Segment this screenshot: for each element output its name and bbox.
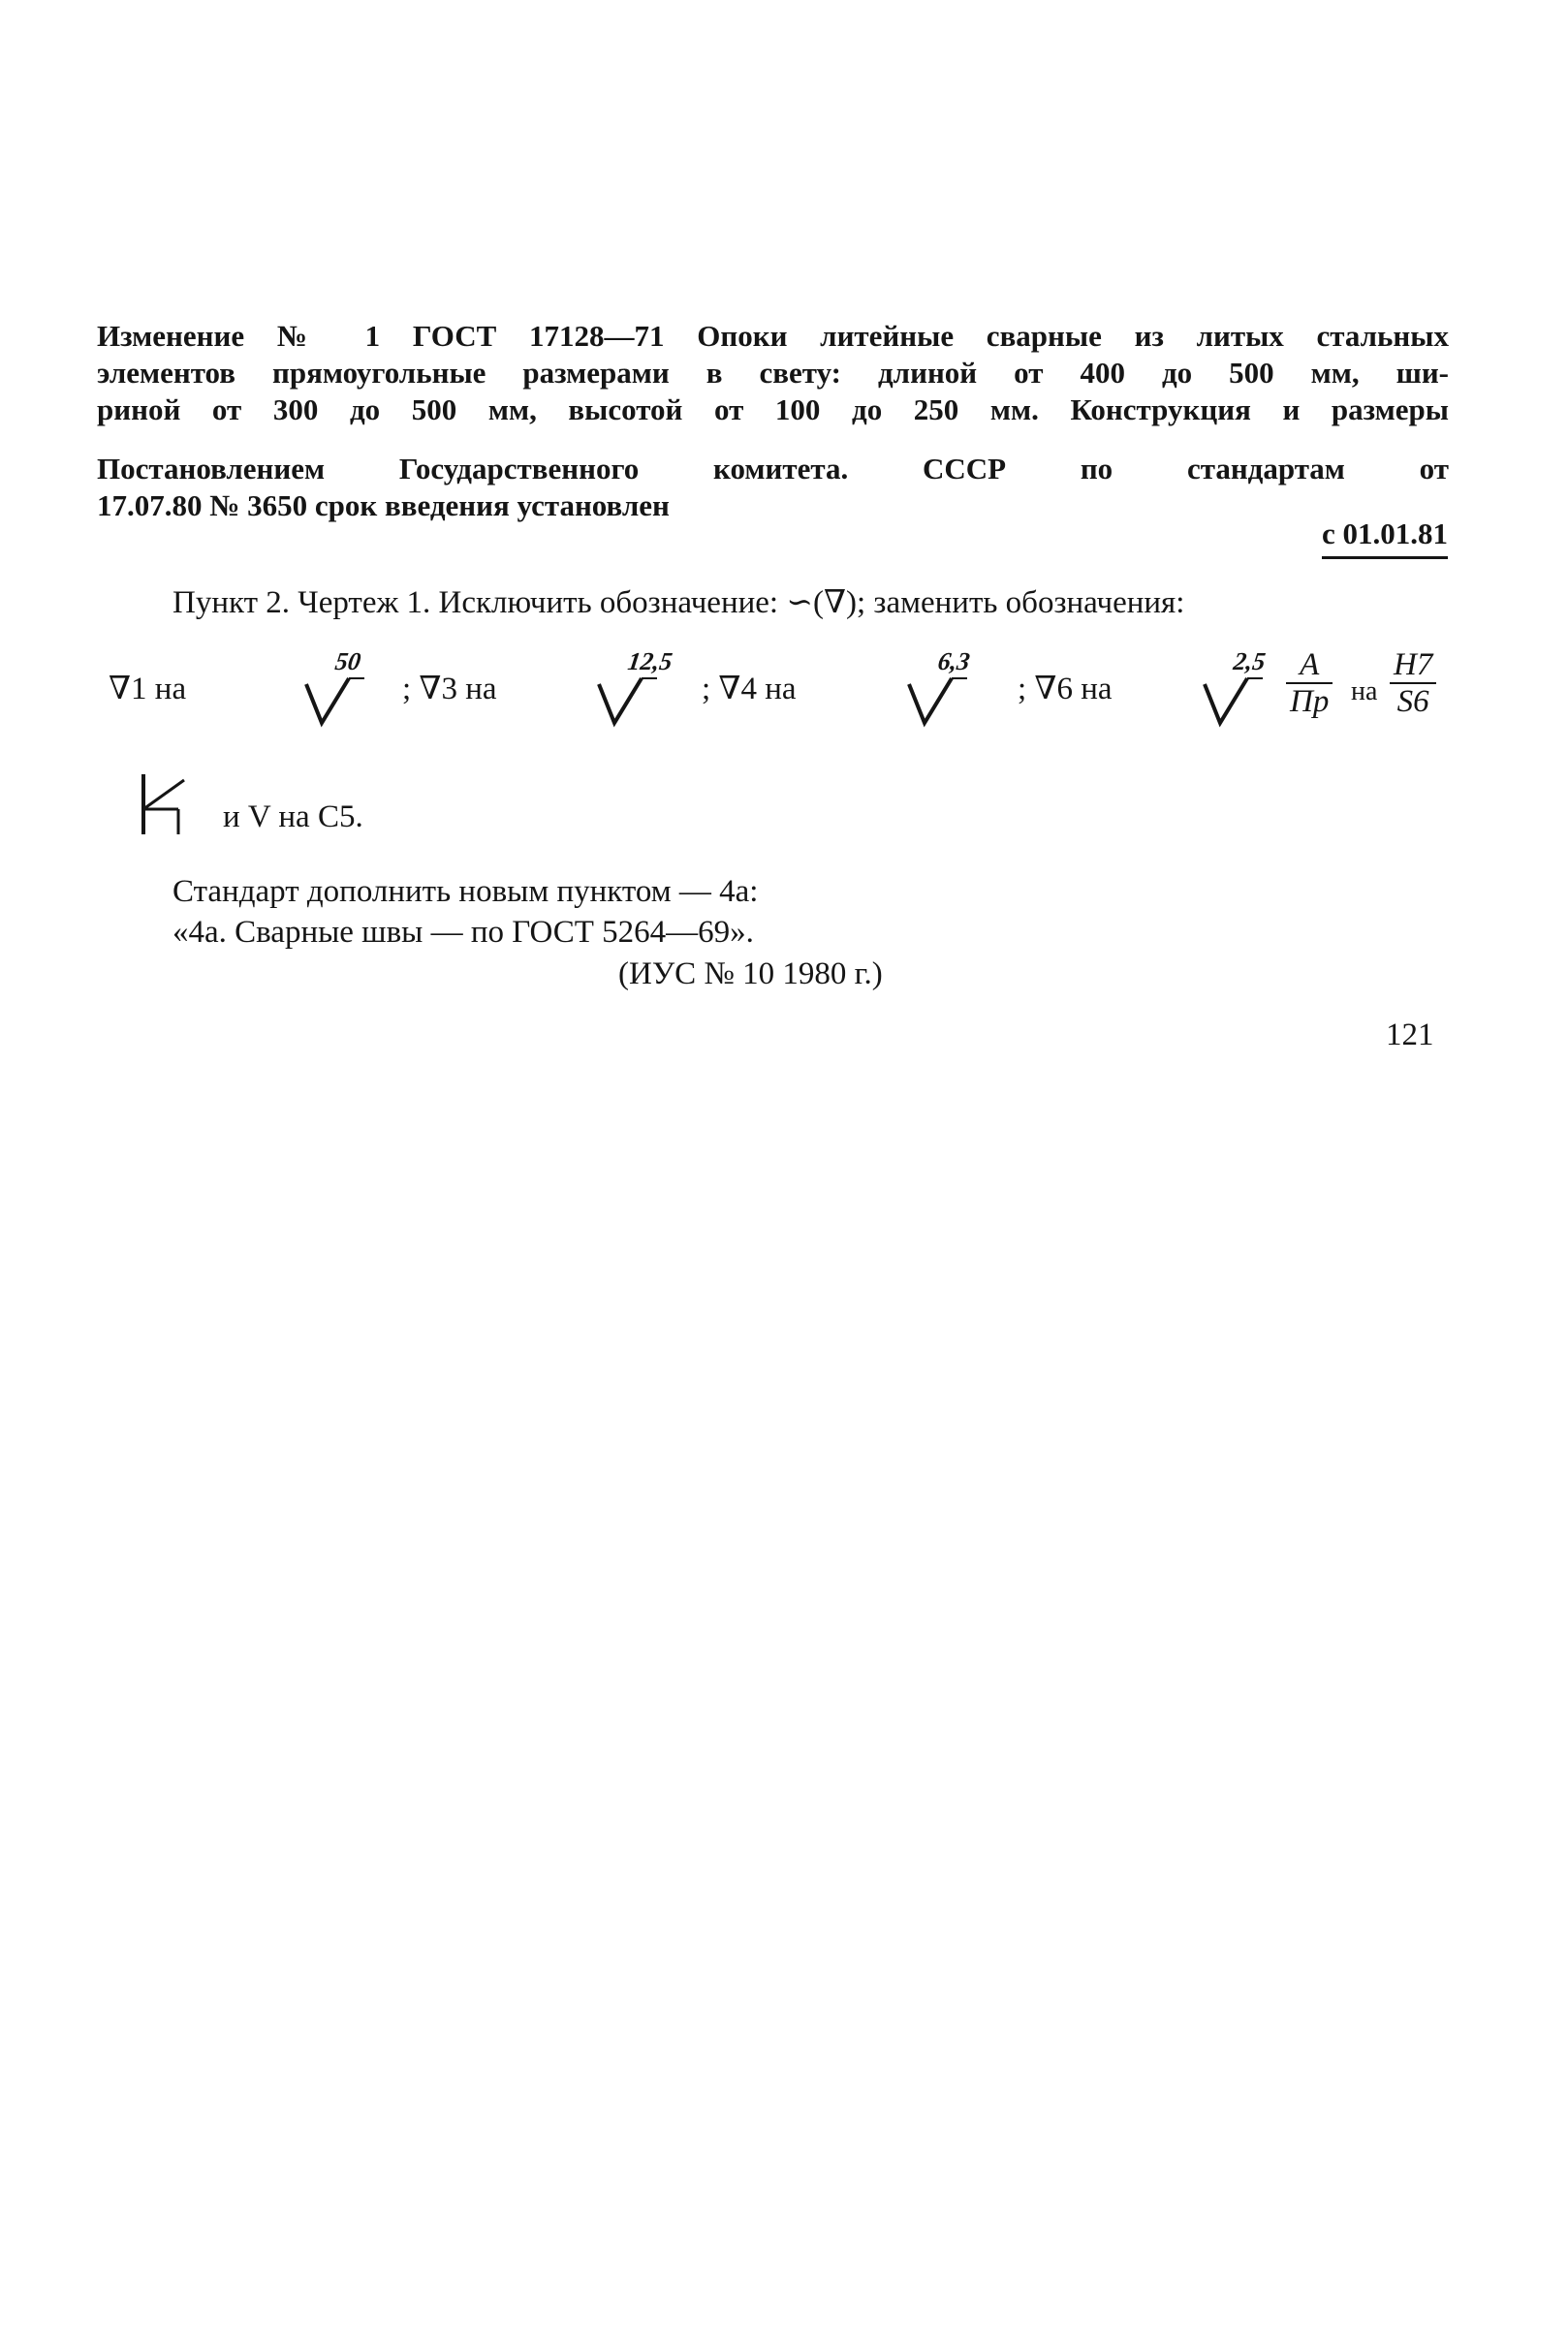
addition-line-2: «4а. Сварные швы — по ГОСТ 5264—69».: [172, 915, 754, 950]
replace-6-label: ; ∇6 на: [1018, 672, 1113, 706]
replace-3-label: ; ∇3 на: [402, 672, 497, 706]
addition-line-1: Стандарт дополнить новым пунктом — 4а:: [172, 874, 759, 909]
decree-line-2: 17.07.80 № 3650 срок введения установлен: [97, 488, 670, 522]
replacement-row: [109, 647, 1446, 754]
amendment-title: [97, 318, 1449, 428]
fit-old-denominator: Пр: [1286, 682, 1333, 719]
decree-line-1: Постановлением Государственного комитета. СССР по стандартам от: [97, 452, 1449, 485]
weld-symbol-row: [136, 770, 717, 838]
roughness-value-6-3: 6,3: [936, 647, 972, 675]
ius-reference: (ИУС № 10 1980 г.): [618, 956, 883, 991]
roughness-symbol-50: [300, 647, 378, 735]
roughness-check-icon: [1199, 665, 1267, 733]
roughness-symbol-6-3: [903, 647, 981, 735]
title-line-3: риной от 300 до 500 мм, высотой от 100 до 250 мм. Конструкция и размеры: [97, 392, 1449, 426]
fit-new-denominator: S6: [1390, 682, 1436, 719]
roughness-check-icon: [300, 665, 368, 733]
roughness-symbol-2-5: [1199, 647, 1276, 735]
roughness-value-12-5: 12,5: [626, 647, 674, 675]
replace-4-label: ; ∇4 на: [702, 672, 797, 706]
title-line-2: элементов прямоугольные размерами в свету: длиной от 400 до 500 мм, ши-: [97, 356, 1449, 390]
roughness-check-icon: [593, 665, 661, 733]
decree-block: [97, 451, 1449, 524]
weld-symbol-icon: [136, 770, 213, 838]
roughness-value-2-5: 2,5: [1232, 647, 1268, 675]
page-number: 121: [1386, 1017, 1434, 1052]
title-line-1: Изменение № 1 ГОСТ 17128—71 Опоки литейные сварные из литых стальных: [97, 319, 1449, 353]
fit-fraction-new: [1390, 647, 1436, 719]
roughness-check-icon: [903, 665, 971, 733]
fit-replace-word: на: [1351, 676, 1378, 706]
roughness-value-50: 50: [333, 647, 363, 675]
fit-old-numerator: A: [1300, 647, 1320, 682]
weld-text: и V на C5.: [223, 799, 363, 834]
roughness-symbol-12-5: [593, 647, 674, 735]
replace-1-label: ∇1 на: [109, 672, 187, 706]
fit-new-numerator: H7: [1394, 647, 1433, 682]
point-2-text: Пункт 2. Чертеж 1. Исключить обозначение: ∽(∇); заменить обозначения:: [172, 585, 1185, 620]
fit-fraction-old: [1286, 647, 1333, 719]
effective-date: с 01.01.81: [1322, 516, 1448, 559]
